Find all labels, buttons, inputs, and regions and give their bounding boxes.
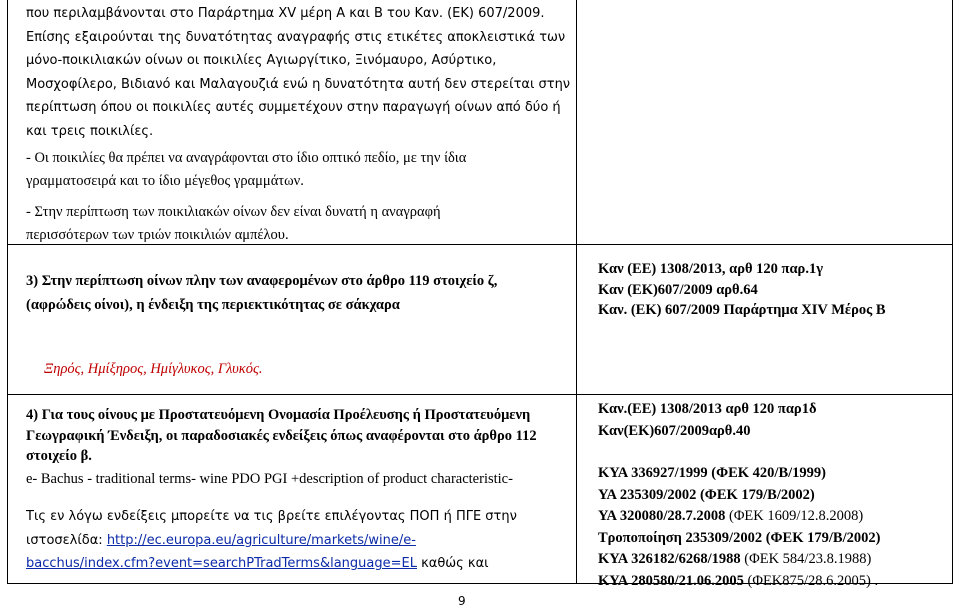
reference-line: Καν.(ΕΕ) 1308/2013 αρθ 120 παρ1δ <box>598 401 817 417</box>
sweetness-terms: Ξηρός, Ημίξηρος, Ημίγλυκος, Γλυκός. <box>44 361 263 377</box>
decision-normal: (ΦΕΚ 584/23.8.1988) <box>740 551 872 567</box>
text-line <box>26 552 558 576</box>
link-suffix: καθώς και <box>416 556 489 571</box>
decision-normal: (ΦΕΚ875/28.6.2005) . <box>743 572 879 589</box>
decision-line <box>598 571 958 593</box>
text-line: Επίσης εξαιρούνται της δυνατότητας αναγραφής στις ετικέτες αποκλειστικά των <box>26 29 566 45</box>
same-visual-field-paragraph <box>26 147 558 193</box>
reference-line: Καν (ΕΕ) 1308/2013, αρθ 120 παρ.1γ <box>598 261 823 277</box>
text-line: 4) Για τους οίνους με Προστατευόμενη Ονομασία Προέλευσης ή Προστατευόμενη <box>26 407 531 423</box>
sugar-content-heading <box>26 269 558 317</box>
bacchus-link-part1[interactable]: http://ec.europa.eu/agriculture/markets/wine/e- <box>106 532 416 548</box>
decision-bold: ΚΥΑ 326182/6268/1988 <box>598 551 741 567</box>
decision-bold: Τροποποίηση 235309/2002 (ΦΕΚ 179/Β/2002) <box>598 529 881 546</box>
decision-line <box>598 549 958 571</box>
text-line: μόνο-ποικιλιακών οίνων οι ποικιλίες Αγιωργίτικο, Ξινόμαυρο, Ασύρτικο, <box>26 53 497 68</box>
text-line: γραμματοσειρά και το ίδιο μέγεθος γραμμάτων. <box>26 173 304 189</box>
traditional-terms-heading <box>26 405 558 467</box>
varietal-exceptions-paragraph <box>26 2 571 143</box>
ministerial-decisions-list <box>598 463 958 592</box>
max-three-varieties-paragraph <box>26 201 558 247</box>
website-instructions <box>26 505 558 576</box>
decision-normal: (ΦΕΚ 1609/12.8.2008) <box>725 508 864 524</box>
decision-bold: ΥΑ 320080/28.7.2008 <box>598 508 726 524</box>
text-line: - Οι ποικιλίες θα πρέπει να αναγράφονται στο ίδιο οπτικό πεδίο, με την ίδια <box>26 150 467 166</box>
text-line: περισσότερων των τριών ποικιλιών αμπέλου. <box>26 227 289 243</box>
sugar-content-references <box>598 259 958 321</box>
text-line: Γεωγραφική Ένδειξη, οι παραδοσιακές ενδείξεις όπως αναφέρονται στο άρθρο 112 <box>26 427 537 444</box>
text-line: (αφρώδεις οίνοι), η ένδειξη της περιεκτικότητας σε σάκχαρα <box>26 297 400 313</box>
text-line: 3) Στην περίπτωση οίνων πλην των αναφερομένων στο άρθρο 119 στοιχείο ζ, <box>26 273 498 289</box>
reference-line: Καν. (ΕΚ) 607/2009 Παράρτημα XIV Μέρος Β <box>598 302 886 318</box>
decision-line <box>598 463 958 485</box>
text-line: Μοσχοφίλερο, Βιδιανό και Μαλαγουζιά ενώ η δυνατότητα αυτή δεν στερείται στην <box>26 76 571 92</box>
text-line: που περιλαμβάνονται στο Παράρτημα XV μέρη Α και Β του Καν. (ΕΚ) 607/2009. <box>26 6 545 21</box>
decision-bold: ΥΑ 235309/2002 (ΦΕΚ 179/Β/2002) <box>598 486 815 503</box>
text-line: - Στην περίπτωση των ποικιλιακών οίνων δεν είναι δυνατή η αναγραφή <box>26 204 441 220</box>
text-line: Τις εν λόγω ενδείξεις μπορείτε να τις βρείτε επιλέγοντας ΠΟΠ ή ΠΓΕ στην <box>26 509 517 524</box>
text-line: και τρεις ποικιλίες. <box>26 123 154 139</box>
page-number: 9 <box>458 594 466 608</box>
row-divider-2 <box>7 394 953 395</box>
decision-line <box>598 528 958 550</box>
bacchus-link-part2[interactable]: bacchus/index.cfm?event=searchPTradTerms&language=EL <box>26 556 417 571</box>
traditional-terms-references <box>598 399 958 442</box>
text-line: στοιχείο β. <box>26 448 92 464</box>
table-left-border <box>7 0 8 584</box>
text-line <box>26 529 558 553</box>
table-middle-border <box>576 0 577 584</box>
bachus-description: e- Bachus - traditional terms- wine PDO PGI +description of product characteristic- <box>26 471 513 487</box>
decision-bold: ΚΥΑ 336927/1999 (ΦΕΚ 420/Β/1999) <box>598 465 826 481</box>
text-line: περίπτωση όπου οι ποικιλίες αυτές συμμετέχουν στην παραγωγή οίνων από δύο ή <box>26 100 561 115</box>
decision-bold: ΚΥΑ 280580/21.06.2005 <box>598 572 744 589</box>
decision-line <box>598 506 958 528</box>
website-prefix: ιστοσελίδα: <box>26 532 107 548</box>
reference-line: Καν (ΕΚ)607/2009 αρθ.64 <box>598 281 758 298</box>
reference-line: Καν(ΕΚ)607/2009αρθ.40 <box>598 422 751 439</box>
decision-line <box>598 485 958 507</box>
